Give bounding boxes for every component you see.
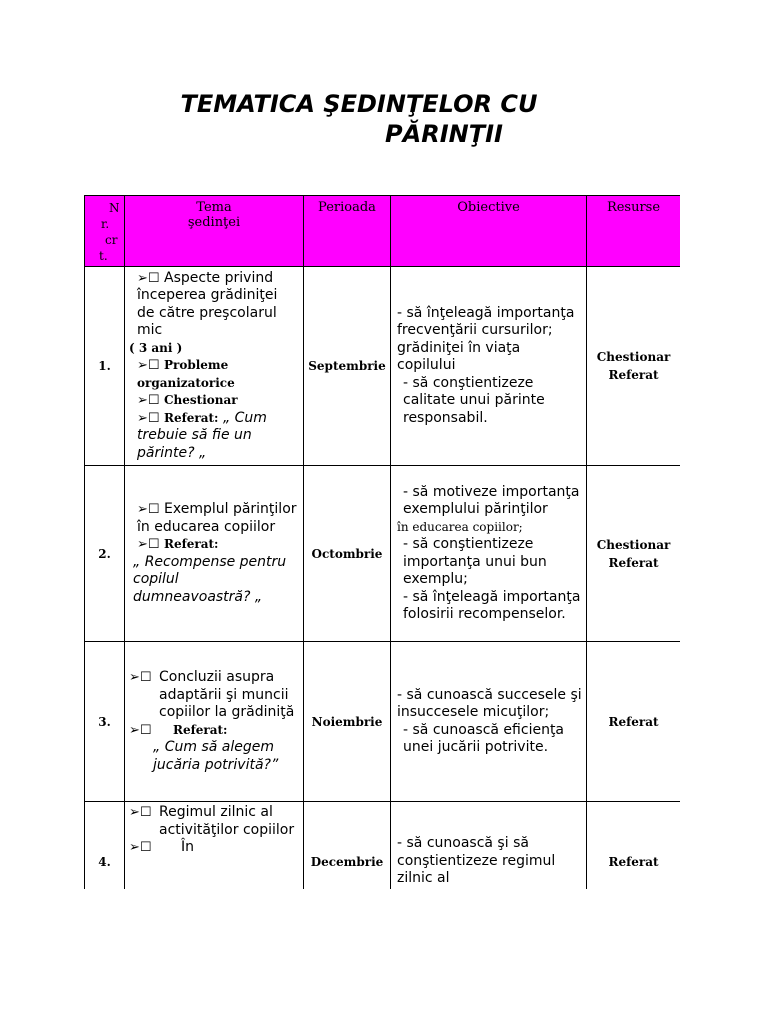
row-resurse [587, 267, 681, 466]
objective-item: în educarea copiilor; [397, 519, 523, 534]
header-obiective: Obiective [391, 196, 587, 267]
header-tema-line: Tema [196, 200, 232, 215]
row-resurse [587, 802, 681, 890]
schedule-table-container [84, 195, 680, 889]
objective-item: - să cunoască eficienţa unei jucării potrivite. [403, 721, 565, 755]
tema-item: În [181, 839, 195, 855]
bullet-icon: ➢☐ [137, 502, 160, 517]
header-nr-part: N [109, 201, 120, 215]
row-perioada: Decembrie [304, 802, 391, 890]
tema-item: Concluzii asupra adaptării şi muncii copiilor la grădiniţă [159, 669, 295, 720]
row-obiective [391, 466, 587, 642]
table-row [85, 267, 681, 466]
row-nr: 3. [85, 642, 125, 802]
header-nr-part: t. [99, 249, 108, 263]
schedule-table [84, 195, 680, 889]
row-tema [125, 267, 304, 466]
row-resurse [587, 466, 681, 642]
row-obiective [391, 642, 587, 802]
resource-item: Chestionar [596, 537, 671, 552]
row-nr: 1. [85, 267, 125, 466]
bullet-icon: ➢☐ [129, 840, 152, 855]
bullet-icon: ➢☐ [129, 805, 152, 820]
resource-item: Referat [608, 854, 659, 869]
tema-item-label: Referat: [173, 722, 228, 737]
objective-item: - să conştientizeze calitate unui părinte responsabil. [403, 374, 545, 426]
header-tema-line: şedinţei [187, 215, 241, 230]
objective-item: - să înţeleagă importanţa folosirii recompenselor. [403, 588, 581, 622]
objective-item: - să motiveze importanţa exemplului părinţilor [403, 483, 580, 517]
bullet-icon: ➢☐ [137, 358, 160, 374]
bullet-icon: ➢☐ [137, 537, 160, 552]
header-tema [125, 196, 304, 267]
tema-item: „ Recompense pentru copilul dumneavoastră? „ [133, 553, 287, 605]
row-perioada: Noiembrie [304, 642, 391, 802]
table-row [85, 802, 681, 890]
row-tema [125, 802, 304, 890]
bullet-icon: ➢☐ [129, 722, 152, 738]
tema-item-label: Referat: [164, 410, 219, 425]
objective-item: - să cunoască şi să conştientizeze regimul zilnic al [397, 835, 556, 887]
row-nr: 4. [85, 802, 125, 890]
row-resurse [587, 642, 681, 802]
page-title-line-1: TEMATICA ŞEDINŢELOR CU [180, 90, 538, 118]
header-perioada: Perioada [304, 196, 391, 267]
row-tema [125, 466, 304, 642]
resource-item: Chestionar [596, 350, 671, 364]
table-row [85, 642, 681, 802]
row-obiective [391, 802, 587, 890]
header-nr-part: cr [105, 233, 118, 247]
bullet-icon: ➢☐ [137, 410, 160, 426]
header-nr [85, 196, 125, 267]
row-tema [125, 642, 304, 802]
header-resurse: Resurse [587, 196, 681, 267]
page-title-line-2: PĂRINŢII [385, 120, 503, 148]
tema-item: Probleme organizatorice [137, 358, 235, 390]
objective-item: - să cunoască succesele şi insuccesele micuţilor; [397, 686, 582, 720]
table-header-row [85, 196, 681, 267]
row-perioada: Septembrie [304, 267, 391, 466]
bullet-icon: ➢☐ [137, 393, 160, 409]
resource-item: Referat [608, 368, 659, 382]
tema-note: ( 3 ani ) [129, 340, 183, 355]
tema-item: „ Cum trebuie să fie un părinte? „ [137, 409, 267, 461]
tema-item: Exemplul părinţilor în educarea copiilor [137, 501, 297, 535]
tema-item-label: Referat: [164, 537, 219, 551]
resource-item: Referat [608, 714, 659, 729]
row-obiective [391, 267, 587, 466]
row-nr: 2. [85, 466, 125, 642]
tema-item: Aspecte privind începerea grădiniţei de către preşcolarul mic [137, 269, 278, 339]
bullet-icon: ➢☐ [129, 670, 152, 685]
tema-item: Regimul zilnic al activităţilor copiilor [159, 804, 295, 838]
objective-item: - să conştientizeze importanţa unui bun exemplu; [403, 536, 547, 587]
table-row [85, 466, 681, 642]
row-perioada: Octombrie [304, 466, 391, 642]
header-nr-part: r. [101, 217, 110, 231]
objective-item: - să înţeleagă importanţa frecvenţării cursurilor; grădiniţei în viaţa copilului [397, 304, 575, 374]
tema-item: „ Cum să alegem jucăria potrivită?” [153, 739, 279, 773]
tema-item: Chestionar [164, 393, 238, 408]
bullet-icon: ➢☐ [137, 270, 160, 286]
resource-item: Referat [608, 555, 659, 570]
